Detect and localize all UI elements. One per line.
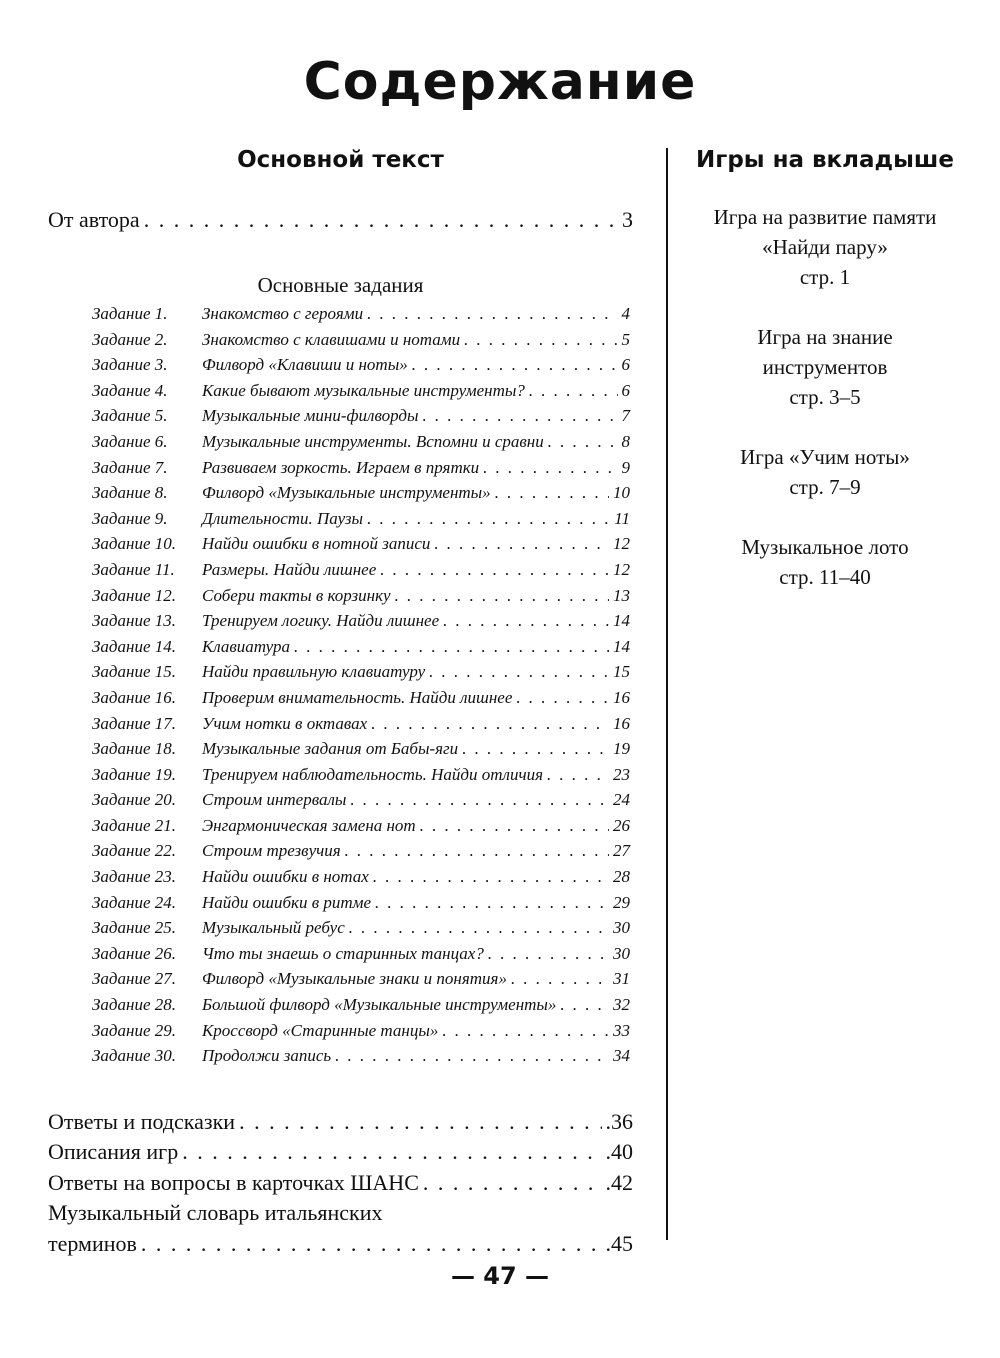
task-title: Энгармоническая замена нот [202,815,416,835]
task-number: Задание 6. [92,431,168,451]
dot-leader [375,890,609,916]
task-title: Филворд «Музыкальные инструменты» [202,483,491,503]
dot-leader [144,207,618,233]
dot-leader [395,583,609,609]
games-heading: Игры на вкладыше [696,147,954,173]
task-number: Задание 11. [92,559,175,579]
task-title: Музыкальный ребус [202,918,345,938]
dot-leader [412,352,618,378]
entry-page: 28 [613,867,630,887]
entry-label: Описания игр [48,1139,179,1165]
task-title: Найди правильную клавиатуру [202,662,426,682]
task-number: Задание 16. [92,687,176,707]
task-number: Задание 28. [92,995,176,1015]
task-number: Задание 26. [92,943,176,963]
entry-page: 27 [613,841,630,861]
toc-entry-task[interactable] [92,890,630,916]
entry-page: 29 [613,892,630,912]
game-entry[interactable] [680,442,970,502]
entry-page: 6 [621,355,630,375]
game-pages: стр. 7–9 [789,475,861,499]
main-text-column [48,140,633,1259]
dot-leader [511,966,609,992]
tasks-heading: Основные задания [257,273,424,297]
task-number: Задание 13. [92,611,176,631]
task-number: Задание 9. [92,508,168,528]
entry-page: 6 [621,380,630,400]
entry-page: 4 [621,304,630,323]
column-divider [666,148,668,1240]
game-pages: стр. 3–5 [789,385,861,409]
entry-page: 13 [613,585,630,605]
main-text-heading: Основной текст [237,147,444,173]
entry-page: 26 [613,815,630,835]
page-title: Содержание [303,52,697,112]
entry-page: 30 [613,943,630,963]
toc-entry-task[interactable] [92,838,630,864]
entry-page: 9 [621,457,630,477]
task-number: Задание 12. [92,585,176,605]
entry-page: 32 [613,995,630,1015]
toc-entry-task[interactable] [92,403,630,429]
task-title: Размеры. Найди лишнее [202,559,377,579]
entry-label: Ответы и подсказки [48,1108,236,1134]
task-number: Задание 14. [92,636,176,656]
dot-leader [294,634,609,660]
game-entry[interactable] [680,532,970,592]
dot-leader [560,992,609,1018]
game-pages: стр. 1 [799,265,851,289]
dot-leader [464,327,617,353]
dot-leader [350,787,609,813]
task-title: Найди ошибки в нотах [202,867,369,887]
task-title: Собери такты в корзинку [202,585,391,605]
dot-leader [548,429,618,455]
dot-leader [434,531,609,557]
task-title: Что ты знаешь о старинных танцах? [202,943,484,963]
entry-page: 24 [613,790,630,810]
task-title: Филворд «Клавиши и ноты» [202,355,408,375]
entry-page: 12 [613,559,630,579]
task-number: Задание 20. [92,790,176,810]
entry-page: 11 [614,508,630,528]
toc-entry-task[interactable] [92,429,630,455]
toc-entry-task[interactable] [92,378,630,404]
entry-page: 34 [613,1046,630,1066]
toc-entry-task[interactable] [92,583,630,609]
entry-page: 3 [622,207,633,232]
dot-leader [367,506,610,532]
game-title-line: «Найди пару» [762,235,888,259]
toc-entry-task[interactable] [92,659,630,685]
dot-leader [373,864,609,890]
task-title: Длительности. Паузы [202,508,364,528]
dot-leader [380,557,609,583]
dot-leader [495,480,609,506]
entry-page: 14 [613,636,630,656]
entry-page: 8 [621,431,630,451]
toc-entry-appendix[interactable] [48,1107,633,1138]
toc-entry-task[interactable] [92,506,630,532]
task-number: Задание 18. [92,739,176,759]
task-number: Задание 29. [92,1020,176,1040]
dot-leader [462,736,609,762]
task-title: Найди ошибки в ритме [202,892,372,912]
entry-label: От автора [48,207,140,232]
dot-leader [547,762,609,788]
task-title: Развиваем зоркость. Играем в прятки [202,457,480,477]
entry-page: 30 [613,918,630,938]
toc-entry-task[interactable] [92,711,630,737]
task-number: Задание 27. [92,969,176,989]
toc-entry-task[interactable] [92,762,630,788]
game-title-line: Музыкальное лото [741,535,909,559]
toc-entry-task[interactable] [92,736,630,762]
entry-page: 31 [613,969,630,989]
dot-leader [239,1107,601,1138]
task-number: Задание 21. [92,815,176,835]
page-number: — 47 — [450,1262,550,1290]
game-entry[interactable] [680,322,970,412]
task-number: Задание 1. [92,304,168,323]
task-number: Задание 3. [92,355,168,375]
task-title: Музыкальные задания от Бабы-яги [202,739,459,759]
game-title-line: Игра на знание [757,325,893,349]
dictionary-line1: Музыкальный словарь итальянских [48,1200,383,1226]
toc-entry-task[interactable] [92,301,630,327]
toc-entry-task[interactable] [92,634,630,660]
entry-page: .40 [605,1139,633,1165]
toc-entry-task[interactable] [92,352,630,378]
task-number: Задание 5. [92,406,168,426]
dot-leader [349,915,609,941]
dot-leader [443,608,609,634]
task-number: Задание 24. [92,892,176,912]
task-title: Знакомство с героями [202,304,364,323]
entry-label: Ответы на вопросы в карточках ШАНС [48,1169,419,1195]
entry-page: 12 [613,534,630,554]
entry-label: терминов [48,1230,137,1256]
task-number: Задание 7. [92,457,168,477]
toc-entry-task[interactable] [92,455,630,481]
task-title: Большой филворд «Музыкальные инструменты» [202,995,557,1015]
dot-leader [182,1137,601,1168]
game-entry[interactable] [680,202,970,292]
dot-leader [423,403,618,429]
toc-entry-task[interactable] [92,327,630,353]
toc-entry-task[interactable] [92,787,630,813]
dot-leader [529,378,618,404]
entry-page: 5 [621,329,630,349]
task-number: Задание 30. [92,1046,176,1066]
toc-entry-appendix[interactable] [48,1137,633,1168]
task-title: Клавиатура [202,636,290,656]
toc-entry-task[interactable] [92,1043,630,1069]
game-title-line: инструментов [762,355,888,379]
dot-leader [367,301,617,327]
entry-page: 33 [613,1020,630,1040]
toc-entry-task[interactable] [92,480,630,506]
toc-entry-task[interactable] [92,813,630,839]
toc-entry-task[interactable] [92,941,630,967]
task-title: Продолжи запись [202,1046,332,1066]
toc-entry-task[interactable] [92,966,630,992]
entry-page: .45 [605,1230,633,1256]
task-number: Задание 2. [92,329,168,349]
appendix-list [48,1107,633,1199]
dot-leader [345,838,609,864]
task-number: Задание 17. [92,713,176,733]
entry-page: 19 [613,739,630,759]
games-list [680,202,970,592]
dot-leader [141,1229,602,1260]
toc-entry-task[interactable] [92,557,630,583]
game-title-line: Игра «Учим ноты» [740,445,910,469]
dot-leader [420,813,609,839]
task-title: Тренируем наблюдательность. Найди отличия [202,764,543,784]
task-title: Учим нотки в октавах [202,713,368,733]
game-title-line: Игра на развитие памяти [713,205,937,229]
entry-page: 7 [621,406,630,426]
entry-page: 23 [613,764,630,784]
dot-leader [335,1043,609,1069]
task-title: Знакомство с клавишами и нотами [202,329,461,349]
dot-leader [429,659,609,685]
task-number: Задание 4. [92,380,168,400]
task-title: Музыкальные инструменты. Вспомни и сравни [202,431,544,451]
toc-entry-task[interactable] [92,864,630,890]
task-number: Задание 23. [92,867,176,887]
task-title: Кроссворд «Старинные танцы» [202,1020,439,1040]
task-title: Найди ошибки в нотной записи [202,534,431,554]
entry-page: 15 [613,662,630,682]
dot-leader [442,1018,609,1044]
task-title: Музыкальные мини-филворды [202,406,419,426]
task-number: Задание 19. [92,764,176,784]
dot-leader [516,685,609,711]
games-column [680,140,970,592]
dot-leader [371,711,609,737]
toc-entry-appendix[interactable] [48,1168,633,1199]
game-pages: стр. 11–40 [779,565,871,589]
task-number: Задание 25. [92,918,176,938]
tasks-list [92,301,630,1069]
task-title: Строим трезвучия [202,841,341,861]
toc-entry-task[interactable] [92,1018,630,1044]
entry-page: .36 [605,1108,633,1134]
toc-entry-task[interactable] [92,685,630,711]
task-title: Филворд «Музыкальные знаки и понятия» [202,969,507,989]
task-number: Задание 10. [92,534,176,554]
task-number: Задание 8. [92,483,168,503]
toc-entry-task[interactable] [92,992,630,1018]
entry-page: .42 [605,1169,633,1195]
entry-page: 16 [613,713,630,733]
task-title: Тренируем логику. Найди лишнее [202,611,440,631]
task-number: Задание 22. [92,841,176,861]
toc-entry-task[interactable] [92,531,630,557]
dot-leader [483,455,617,481]
task-number: Задание 15. [92,662,176,682]
entry-page: 10 [613,483,630,503]
task-title: Строим интервалы [202,790,347,810]
task-title: Какие бывают музыкальные инструменты? [202,380,525,400]
task-title: Проверим внимательность. Найди лишнее [202,687,513,707]
toc-entry-dictionary[interactable] [48,1229,633,1260]
entry-page: 14 [613,611,630,631]
dot-leader [423,1168,602,1199]
toc-entry-author[interactable] [48,207,633,233]
toc-entry-task[interactable] [92,915,630,941]
dot-leader [488,941,609,967]
entry-page: 16 [613,687,630,707]
toc-entry-task[interactable] [92,608,630,634]
